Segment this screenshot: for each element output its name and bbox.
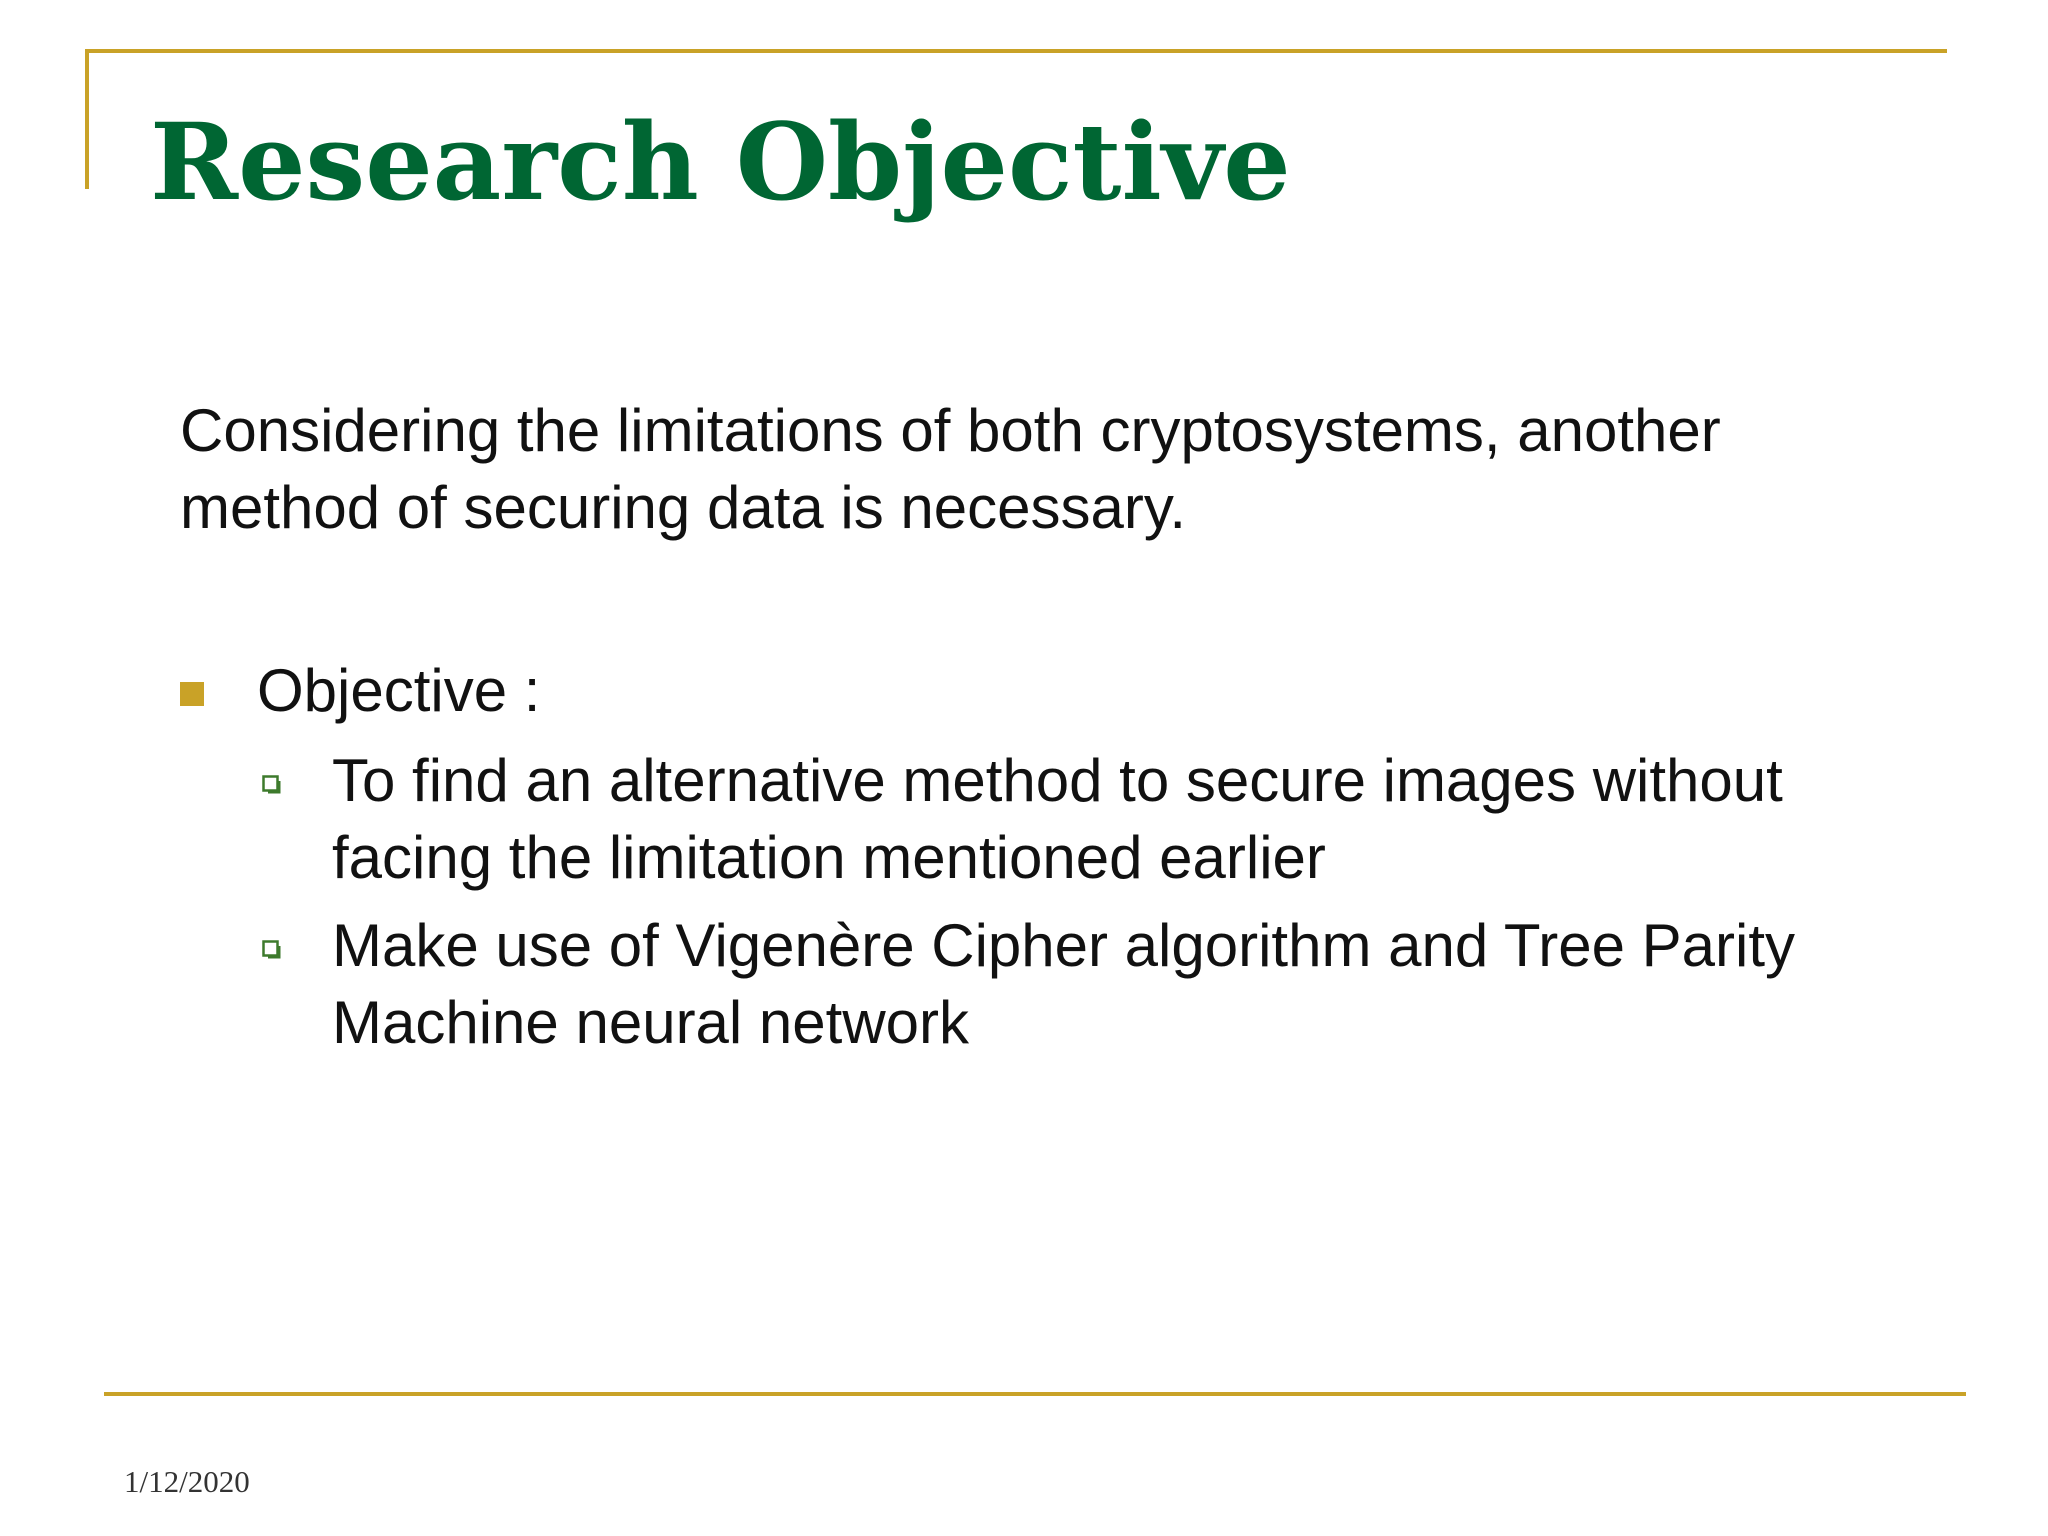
bullet-objective-label: Objective :	[257, 657, 541, 724]
sub-bullet-text: Make use of Vigenère Cipher algorithm and Tree Parity Machine neural network	[332, 912, 1795, 1056]
sub-bullet-item	[258, 742, 1938, 896]
slide-title: Research Objective	[150, 99, 1291, 224]
bottom-accent-rule	[104, 1392, 1966, 1396]
sub-bullet-list	[258, 742, 1938, 1072]
hollow-square-bullet-icon	[262, 775, 282, 795]
filled-square-bullet-icon	[180, 682, 204, 706]
top-accent-rule	[85, 49, 1947, 53]
left-accent-rule	[85, 49, 89, 189]
intro-paragraph: Considering the limitations of both cryptosystems, another method of securing data is necessary.	[180, 397, 1721, 541]
sub-bullet-item	[258, 907, 1938, 1061]
footer-date: 1/12/2020	[124, 1464, 250, 1499]
hollow-square-bullet-icon	[262, 940, 282, 960]
sub-bullet-text: To find an alternative method to secure images without facing the limitation mentioned earlier	[332, 747, 1783, 891]
